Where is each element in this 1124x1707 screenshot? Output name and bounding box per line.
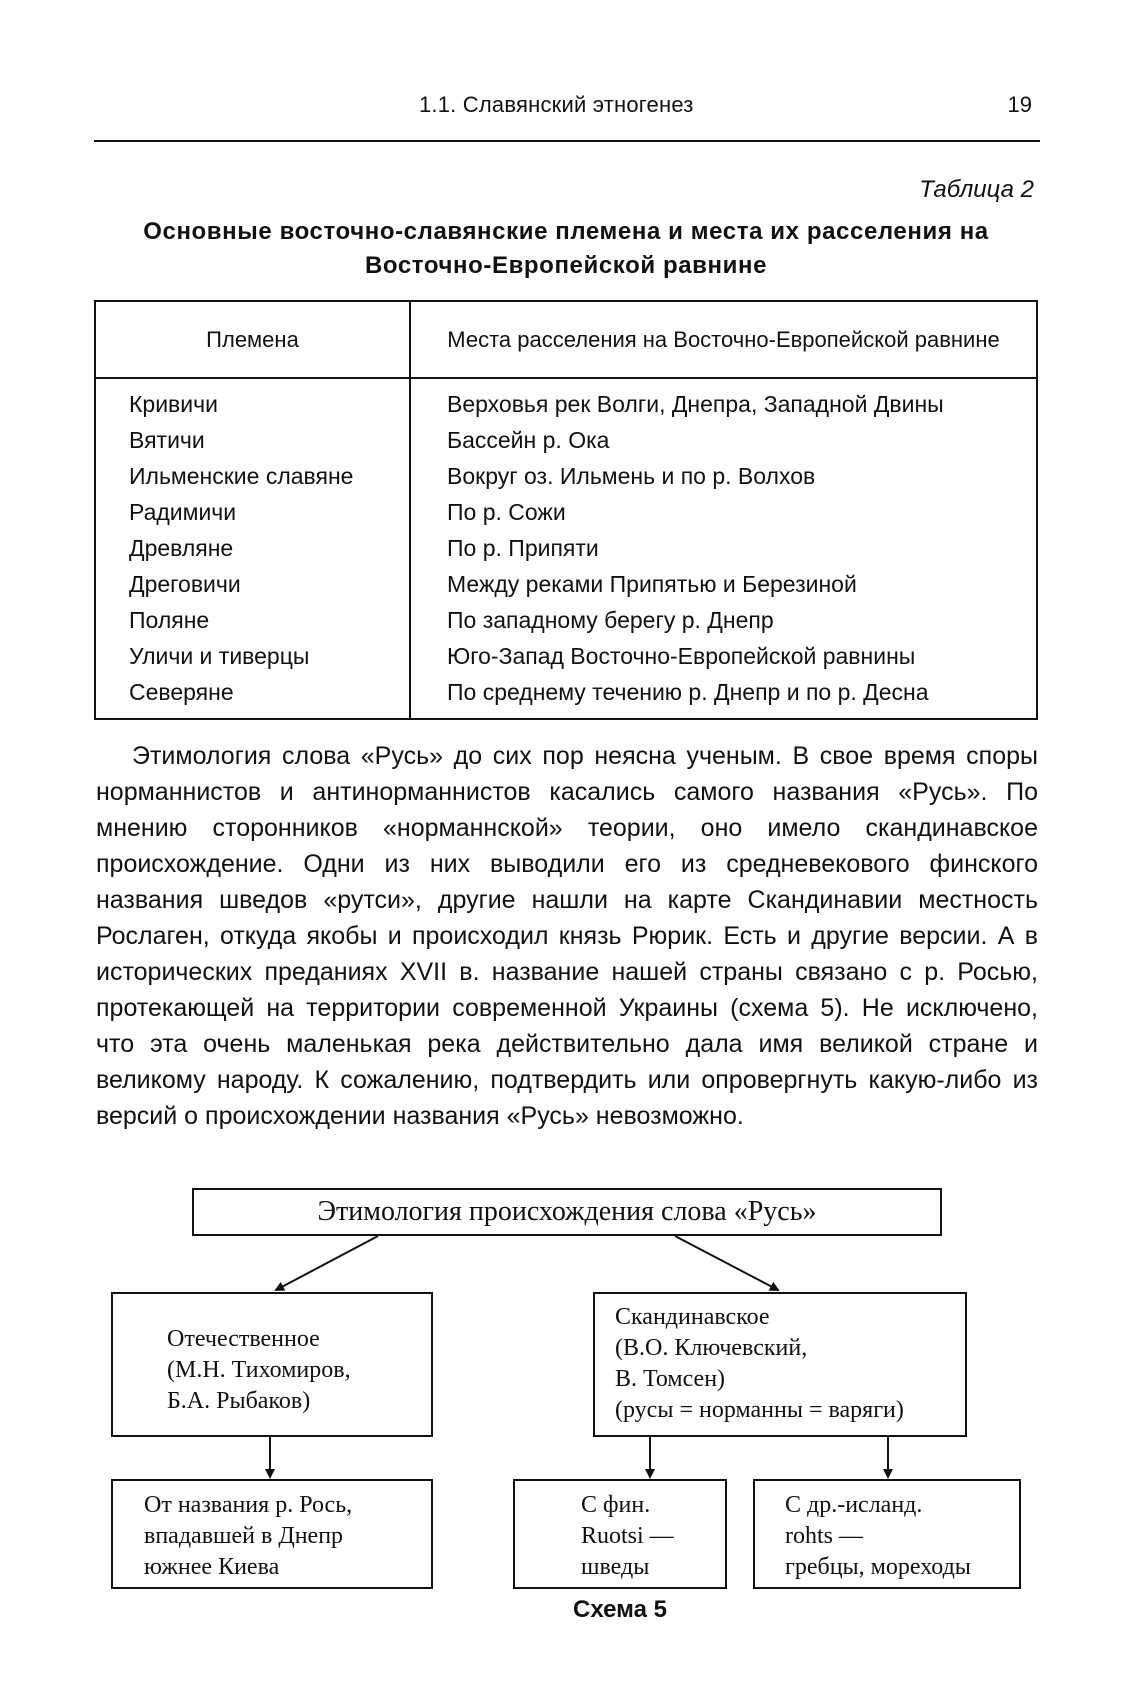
tribe-cell: Кривичи xyxy=(129,391,218,417)
page-header xyxy=(94,92,1040,148)
table-title: Основные восточно-славянские племена и места их расселения на Восточно-Европейской равнине xyxy=(143,218,989,279)
tribe-cell: Уличи и тиверцы xyxy=(129,643,310,669)
tribe-cell: Дреговичи xyxy=(129,571,241,597)
table-row xyxy=(96,389,1036,425)
place-cell: Юго-Запад Восточно-Европейской равнины xyxy=(447,643,916,669)
place-cell: Между реками Припятью и Березиной xyxy=(447,571,857,597)
column-header-tribes: Племена xyxy=(206,326,299,352)
scheme-caption: Схема 5 xyxy=(573,1596,667,1623)
tribe-cell: Ильменские славяне xyxy=(129,463,354,489)
place-cell: По р. Припяти xyxy=(447,535,599,561)
place-cell: По среднему течению р. Днепр и по р. Десна xyxy=(447,679,929,705)
table-label: Таблица 2 xyxy=(919,176,1034,203)
body-paragraph: Этимология слова «Русь» до сих пор неясна ученым. В свое время споры норманнистов и антинорманнистов касались самого названия «Русь». По мнению сторонников «норманнской» теории, оно имело скандинавское происхождение. Одни из них выводили его из средневекового финского названия шведов «рутси», другие нашли на карте Скандинавии местность Рослаген, откуда якобы и происходил князь Рюрик. Есть и другие версии. А в исторических преданиях XVII в. название нашей страны связано с р. Росью, протекающей на территории современной Украины (схема 5). Не исключено, что эта очень маленькая река действительно дала имя великой стране и великому народу. К сожалению, подтвердить или опровергнуть какую-либо из версий о происхождении названия «Русь» невозможно. xyxy=(96,742,1038,1130)
node-line: Скандинавское xyxy=(615,1304,770,1330)
node-line: Б.А. Рыбаков) xyxy=(167,1388,311,1414)
column-header-places: Места расселения на Восточно-Европейской равнине xyxy=(447,327,1000,352)
place-cell: Бассейн р. Ока xyxy=(447,427,610,453)
node-icelandic xyxy=(753,1479,1021,1589)
node-line: rohts — xyxy=(785,1523,863,1549)
node-domestic xyxy=(111,1292,433,1437)
node-line: гребцы, мореходы xyxy=(785,1554,971,1580)
node-line: (В.О. Ключевский, xyxy=(615,1335,808,1361)
node-line: южнее Киева xyxy=(144,1554,280,1580)
node-line: В. Томсен) xyxy=(615,1366,726,1392)
arrow-to-domestic xyxy=(276,1236,378,1290)
table-row xyxy=(96,425,1036,461)
place-cell: Верховья рек Волги, Днепра, Западной Двины xyxy=(447,391,944,417)
place-cell: По западному берегу р. Днепр xyxy=(447,607,774,633)
tribe-cell: Северяне xyxy=(129,679,234,705)
node-line: впадавшей в Днепр xyxy=(144,1523,344,1549)
tribes-table xyxy=(94,300,1038,720)
node-line: От названия р. Рось, xyxy=(144,1492,353,1518)
diagram-title: Этимология происхождения слова «Русь» xyxy=(192,1188,942,1236)
table-row xyxy=(96,533,1036,569)
node-line: (русы = норманны = варяги) xyxy=(615,1397,904,1423)
node-line: Ruotsi — xyxy=(581,1523,674,1549)
node-line: С др.-исланд. xyxy=(785,1492,923,1518)
table-row xyxy=(96,641,1036,677)
node-line: шведы xyxy=(581,1554,650,1580)
tribe-cell: Вятичи xyxy=(129,427,205,453)
page-number: 19 xyxy=(1007,92,1032,117)
place-cell: Вокруг оз. Ильмень и по р. Волхов xyxy=(447,463,816,489)
table-row xyxy=(96,461,1036,497)
node-ros xyxy=(111,1479,433,1589)
tribe-cell: Радимичи xyxy=(129,499,237,525)
tribe-cell: Поляне xyxy=(129,607,210,633)
table-body xyxy=(96,389,1036,713)
node-line: (М.Н. Тихомиров, xyxy=(167,1357,351,1383)
table-row xyxy=(96,569,1036,605)
node-line: С фин. xyxy=(581,1492,651,1518)
arrow-to-scandinavian xyxy=(675,1236,778,1290)
place-cell: По р. Сожи xyxy=(447,499,566,525)
table-row xyxy=(96,605,1036,641)
table-row xyxy=(96,497,1036,533)
table-row xyxy=(96,677,1036,713)
node-scandinavian xyxy=(593,1292,967,1437)
node-line: Отечественное xyxy=(167,1326,320,1352)
header-divider xyxy=(96,377,1036,379)
node-finnish xyxy=(513,1479,727,1589)
running-title: 1.1. Славянский этногенез xyxy=(419,92,694,117)
header-rule xyxy=(94,140,1040,142)
tribe-cell: Древляне xyxy=(129,535,234,561)
